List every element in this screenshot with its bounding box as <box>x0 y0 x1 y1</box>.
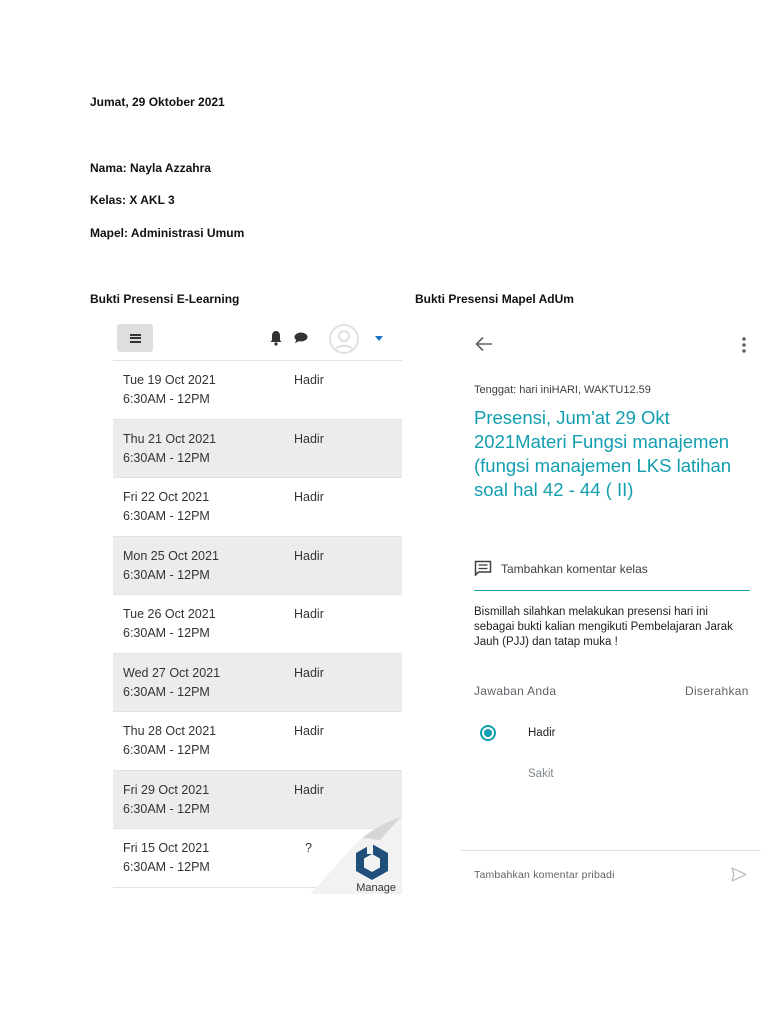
session-time: 6:30AM - 12PM <box>123 626 210 640</box>
manage-label[interactable]: Manage <box>356 882 396 894</box>
attendance-status: Hadir <box>294 490 324 504</box>
comment-icon <box>474 560 492 576</box>
elearning-topbar <box>113 318 402 361</box>
radio-selected-icon[interactable] <box>480 725 496 741</box>
more-vert-icon[interactable] <box>741 336 747 354</box>
private-comment-input[interactable]: Tambahkan komentar pribadi <box>474 869 615 881</box>
attendance-list <box>113 361 402 888</box>
session-time: 6:30AM - 12PM <box>123 684 210 699</box>
session-time: 6:30AM - 12PM <box>123 567 210 582</box>
student-class: Kelas: X AKL 3 <box>90 193 175 207</box>
session-time: 6:30AM - 12PM <box>123 860 210 874</box>
student-name: Nama: Nayla Azzahra <box>90 161 211 175</box>
date-line: Jumat, 29 Oktober 2021 <box>90 95 225 109</box>
caret-down-icon[interactable] <box>375 336 383 341</box>
attendance-status: Hadir <box>294 431 324 446</box>
left-caption: Bukti Presensi E-Learning <box>90 292 240 306</box>
attendance-row <box>113 654 402 713</box>
session-time: 6:30AM - 12PM <box>123 801 210 816</box>
elearning-screenshot <box>113 318 402 894</box>
attendance-status: ? <box>305 841 312 855</box>
session-date: Thu 21 Oct 2021 <box>123 431 217 446</box>
session-date: Thu 28 Oct 2021 <box>123 724 217 738</box>
assignment-title: Presensi, Jum'at 29 Okt 2021Materi Fungsi manajemen (fungsi manajemen LKS latihan soal hal 42 - 44 ( II) <box>474 407 732 500</box>
attendance-row <box>113 478 402 537</box>
menu-icon <box>130 334 141 343</box>
attendance-row <box>113 361 402 420</box>
session-date: Fri 15 Oct 2021 <box>123 841 210 855</box>
classroom-screenshot <box>461 318 761 896</box>
session-date: Tue 19 Oct 2021 <box>123 373 216 387</box>
session-time: 6:30AM - 12PM <box>123 450 210 465</box>
your-answer-label: Jawaban Anda <box>474 684 557 698</box>
option-hadir[interactable]: Hadir <box>528 727 556 739</box>
bell-icon[interactable] <box>269 330 283 346</box>
menu-button[interactable] <box>117 324 153 352</box>
attendance-status: Hadir <box>294 782 324 797</box>
attendance-status: Hadir <box>294 373 324 387</box>
session-time: 6:30AM - 12PM <box>123 392 210 406</box>
session-time: 6:30AM - 12PM <box>123 743 210 757</box>
session-date: Wed 27 Oct 2021 <box>123 665 221 680</box>
attendance-status: Hadir <box>294 548 324 563</box>
session-date: Tue 26 Oct 2021 <box>123 607 216 621</box>
divider <box>461 850 761 851</box>
attendance-row <box>113 537 402 596</box>
attendance-status: Hadir <box>294 607 324 621</box>
class-comment-label: Tambahkan komentar kelas <box>501 562 648 576</box>
submission-status: Diserahkan <box>685 684 749 698</box>
attendance-row <box>113 712 402 771</box>
assignment-description: Bismillah silahkan melakukan presensi hari ini sebagai bukti kalian mengikuti Pembelajaran Jarak Jauh (PJJ) dan tatap muka ! <box>474 606 733 648</box>
attendance-status: Hadir <box>294 665 324 680</box>
attendance-row <box>113 420 402 479</box>
chat-icon[interactable] <box>294 332 308 344</box>
session-date: Fri 22 Oct 2021 <box>123 490 210 504</box>
class-comment-button[interactable] <box>474 558 750 591</box>
session-date: Mon 25 Oct 2021 <box>123 548 219 563</box>
session-date: Fri 29 Oct 2021 <box>123 782 210 797</box>
due-date: Tenggat: hari iniHARI, WAKTU12.59 <box>474 384 651 396</box>
back-arrow-icon[interactable] <box>475 336 493 352</box>
send-icon[interactable] <box>731 867 747 882</box>
subject: Mapel: Administrasi Umum <box>90 226 245 240</box>
avatar[interactable] <box>329 324 359 354</box>
attendance-row <box>113 595 402 654</box>
option-sakit[interactable]: Sakit <box>528 768 554 780</box>
right-caption: Bukti Presensi Mapel AdUm <box>415 292 574 306</box>
session-time: 6:30AM - 12PM <box>123 509 210 523</box>
attendance-status: Hadir <box>294 724 324 738</box>
